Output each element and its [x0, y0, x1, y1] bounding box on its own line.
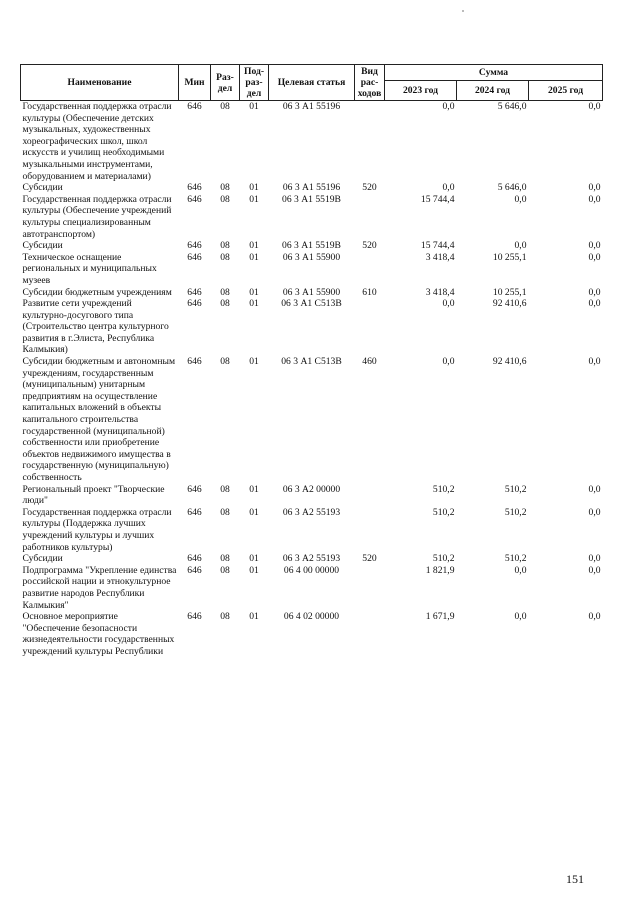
cell-vid	[355, 101, 385, 183]
cell-razdel: 08	[220, 298, 230, 310]
cell-podrazdel: 01	[249, 506, 259, 518]
cell-vid	[355, 611, 385, 657]
cell-name: Региональный проект "Творческие люди"	[22, 483, 165, 507]
cell-y2024: 10 255,1	[492, 286, 527, 298]
cell-name: Основное мероприятие "Обеспечение безопасности жизнедеятельности государственных учреждений культуры Республики	[22, 611, 175, 657]
cell-min: 646	[187, 506, 202, 518]
cell-target: 06 4 00 00000	[283, 564, 340, 576]
cell-razdel: 08	[220, 356, 230, 368]
cell-vid	[355, 298, 385, 356]
cell-y2024: 5 646,0	[497, 101, 527, 112]
table-row	[21, 553, 603, 565]
cell-y2023: 1 821,9	[425, 564, 455, 576]
cell-name: Субсидии бюджетным учреждениям	[22, 286, 172, 298]
cell-min: 646	[187, 182, 202, 194]
cell-razdel: 08	[220, 251, 230, 263]
cell-target: 06 4 02 00000	[283, 611, 340, 623]
header-name: Наименование	[21, 65, 179, 101]
table-row	[21, 252, 603, 287]
cell-razdel: 08	[220, 286, 230, 298]
cell-podrazdel: 01	[249, 101, 259, 112]
cell-y2024: 5 646,0	[497, 182, 527, 194]
table-row	[21, 240, 603, 252]
cell-y2023: 0,0	[442, 298, 455, 310]
table-row	[21, 484, 603, 507]
cell-y2025: 0,0	[588, 240, 601, 252]
header-2024: 2024 год	[457, 81, 529, 101]
cell-y2023: 1 671,9	[425, 611, 455, 623]
cell-name: Государственная поддержка отрасли культуры (Обеспечение детских музыкальных, художественных хореографических школ, школ искусств и училищ необходимыми музыкальными инструментами, оборудованием и материалами)	[22, 101, 172, 182]
cell-min: 646	[187, 611, 202, 623]
cell-name: Техническое оснащение региональных и муниципальных музеев	[22, 251, 157, 286]
cell-y2023: 510,2	[432, 506, 455, 518]
cell-vid	[355, 507, 385, 553]
cell-y2023: 15 744,4	[420, 240, 455, 252]
cell-y2025: 0,0	[588, 193, 601, 205]
cell-vid: 610	[362, 286, 377, 298]
cell-name: Подпрограмма "Укрепление единства российской нации и этнокультурное развитие народов Республики Калмыкия"	[22, 564, 177, 611]
cell-razdel: 08	[220, 564, 230, 576]
cell-min: 646	[187, 298, 202, 310]
table-row	[21, 101, 603, 183]
cell-vid: 520	[362, 240, 377, 252]
table-row	[21, 298, 603, 356]
table-row	[21, 287, 603, 299]
cell-y2024: 0,0	[514, 564, 527, 576]
cell-y2025: 0,0	[588, 298, 601, 310]
cell-vid	[355, 484, 385, 507]
cell-min: 646	[187, 564, 202, 576]
cell-y2023: 510,2	[432, 483, 455, 495]
table-row	[21, 356, 603, 484]
budget-table	[20, 64, 603, 658]
header-2023: 2023 год	[385, 81, 457, 101]
cell-target: 06 3 А1 55196	[282, 182, 341, 194]
cell-y2023: 3 418,4	[425, 286, 455, 298]
cell-min: 646	[187, 553, 202, 565]
cell-target: 06 3 А1 5519В	[282, 193, 341, 205]
cell-podrazdel: 01	[249, 251, 259, 263]
cell-name: Субсидии	[22, 553, 63, 565]
cell-y2023: 0,0	[442, 356, 455, 368]
cell-podrazdel: 01	[249, 553, 259, 565]
cell-y2025: 0,0	[588, 553, 601, 565]
cell-y2025: 0,0	[588, 483, 601, 495]
cell-y2025: 0,0	[588, 356, 601, 368]
cell-podrazdel: 01	[249, 564, 259, 576]
cell-name: Субсидии	[22, 240, 63, 252]
cell-y2024: 0,0	[514, 611, 527, 623]
cell-vid: 520	[362, 553, 377, 565]
table-row	[21, 194, 603, 240]
cell-min: 646	[187, 356, 202, 368]
cell-target: 06 3 А2 55193	[282, 506, 341, 518]
cell-min: 646	[187, 101, 202, 112]
cell-name: Субсидии бюджетным и автономным учреждениям, государственным (муниципальным) унитарным предприятиям на осуществление капитальных вложений в объекты капитального строительства государственной (муниципальной) собственности или приобретение объектов недвижимого имущества в государственную (муниципальную) собственность	[22, 356, 176, 483]
cell-y2023: 0,0	[442, 182, 455, 194]
cell-name: Государственная поддержка отрасли культуры (Обеспечение учреждений культуры специализированным автотранспортом)	[22, 193, 172, 240]
header-podrazdel: Под- раз- дел	[240, 65, 269, 101]
cell-razdel: 08	[220, 182, 230, 194]
cell-min: 646	[187, 193, 202, 205]
cell-target: 06 3 А2 55193	[282, 553, 341, 565]
cell-y2025: 0,0	[588, 182, 601, 194]
cell-target: 06 3 А1 55196	[282, 101, 341, 112]
cell-y2025: 0,0	[588, 506, 601, 518]
cell-vid	[355, 194, 385, 240]
page-number: 151	[566, 872, 584, 886]
table-row	[21, 507, 603, 553]
header-razdel: Раз- дел	[211, 65, 240, 101]
cell-name: Государственная поддержка отрасли культуры (Поддержка лучших учреждений культуры и лучших работников культуры)	[22, 506, 172, 553]
cell-podrazdel: 01	[249, 483, 259, 495]
scan-speck	[462, 10, 464, 12]
cell-podrazdel: 01	[249, 182, 259, 194]
header-target: Целевая статья	[269, 65, 355, 101]
cell-y2024: 510,2	[504, 483, 527, 495]
cell-podrazdel: 01	[249, 298, 259, 310]
cell-name: Субсидии	[22, 182, 63, 194]
cell-y2024: 10 255,1	[492, 251, 527, 263]
header-min: Мин	[179, 65, 211, 101]
cell-y2025: 0,0	[588, 251, 601, 263]
cell-razdel: 08	[220, 193, 230, 205]
cell-y2025: 0,0	[588, 286, 601, 298]
cell-vid	[355, 252, 385, 287]
cell-target: 06 3 А1 С513В	[281, 298, 342, 310]
cell-y2025: 0,0	[588, 101, 601, 112]
cell-y2025: 0,0	[588, 611, 601, 623]
cell-y2024: 510,2	[504, 553, 527, 565]
cell-y2023: 510,2	[432, 553, 455, 565]
header-vid: Вид рас- ходов	[355, 65, 385, 101]
table-row	[21, 565, 603, 611]
cell-y2024: 92 410,6	[492, 298, 527, 310]
cell-razdel: 08	[220, 483, 230, 495]
cell-target: 06 3 А2 00000	[282, 483, 341, 495]
cell-name: Развитие сети учреждений культурно-досугового типа (Строительство центра культурного развития в г.Элиста, Республика Калмыкия)	[22, 298, 169, 356]
cell-podrazdel: 01	[249, 193, 259, 205]
cell-min: 646	[187, 240, 202, 252]
cell-y2024: 92 410,6	[492, 356, 527, 368]
cell-razdel: 08	[220, 611, 230, 623]
cell-target: 06 3 А1 С513В	[281, 356, 342, 368]
cell-y2023: 3 418,4	[425, 251, 455, 263]
cell-podrazdel: 01	[249, 286, 259, 298]
cell-vid: 460	[362, 356, 377, 368]
cell-razdel: 08	[220, 506, 230, 518]
cell-razdel: 08	[220, 101, 230, 112]
cell-razdel: 08	[220, 553, 230, 565]
cell-target: 06 3 А1 55900	[282, 251, 341, 263]
cell-razdel: 08	[220, 240, 230, 252]
cell-y2023: 0,0	[442, 101, 455, 112]
cell-y2024: 0,0	[514, 240, 527, 252]
table-row	[21, 611, 603, 657]
cell-y2023: 15 744,4	[420, 193, 455, 205]
cell-y2024: 0,0	[514, 193, 527, 205]
table-header	[21, 65, 603, 101]
cell-target: 06 3 А1 5519В	[282, 240, 341, 252]
cell-y2024: 510,2	[504, 506, 527, 518]
cell-min: 646	[187, 251, 202, 263]
cell-y2025: 0,0	[588, 564, 601, 576]
cell-vid	[355, 565, 385, 611]
cell-min: 646	[187, 286, 202, 298]
cell-min: 646	[187, 483, 202, 495]
cell-podrazdel: 01	[249, 611, 259, 623]
header-summa: Сумма	[385, 65, 603, 81]
cell-target: 06 3 А1 55900	[282, 286, 341, 298]
header-2025: 2025 год	[529, 81, 603, 101]
cell-podrazdel: 01	[249, 356, 259, 368]
table-row	[21, 182, 603, 194]
table-body	[21, 101, 603, 658]
cell-vid: 520	[362, 182, 377, 194]
cell-podrazdel: 01	[249, 240, 259, 252]
